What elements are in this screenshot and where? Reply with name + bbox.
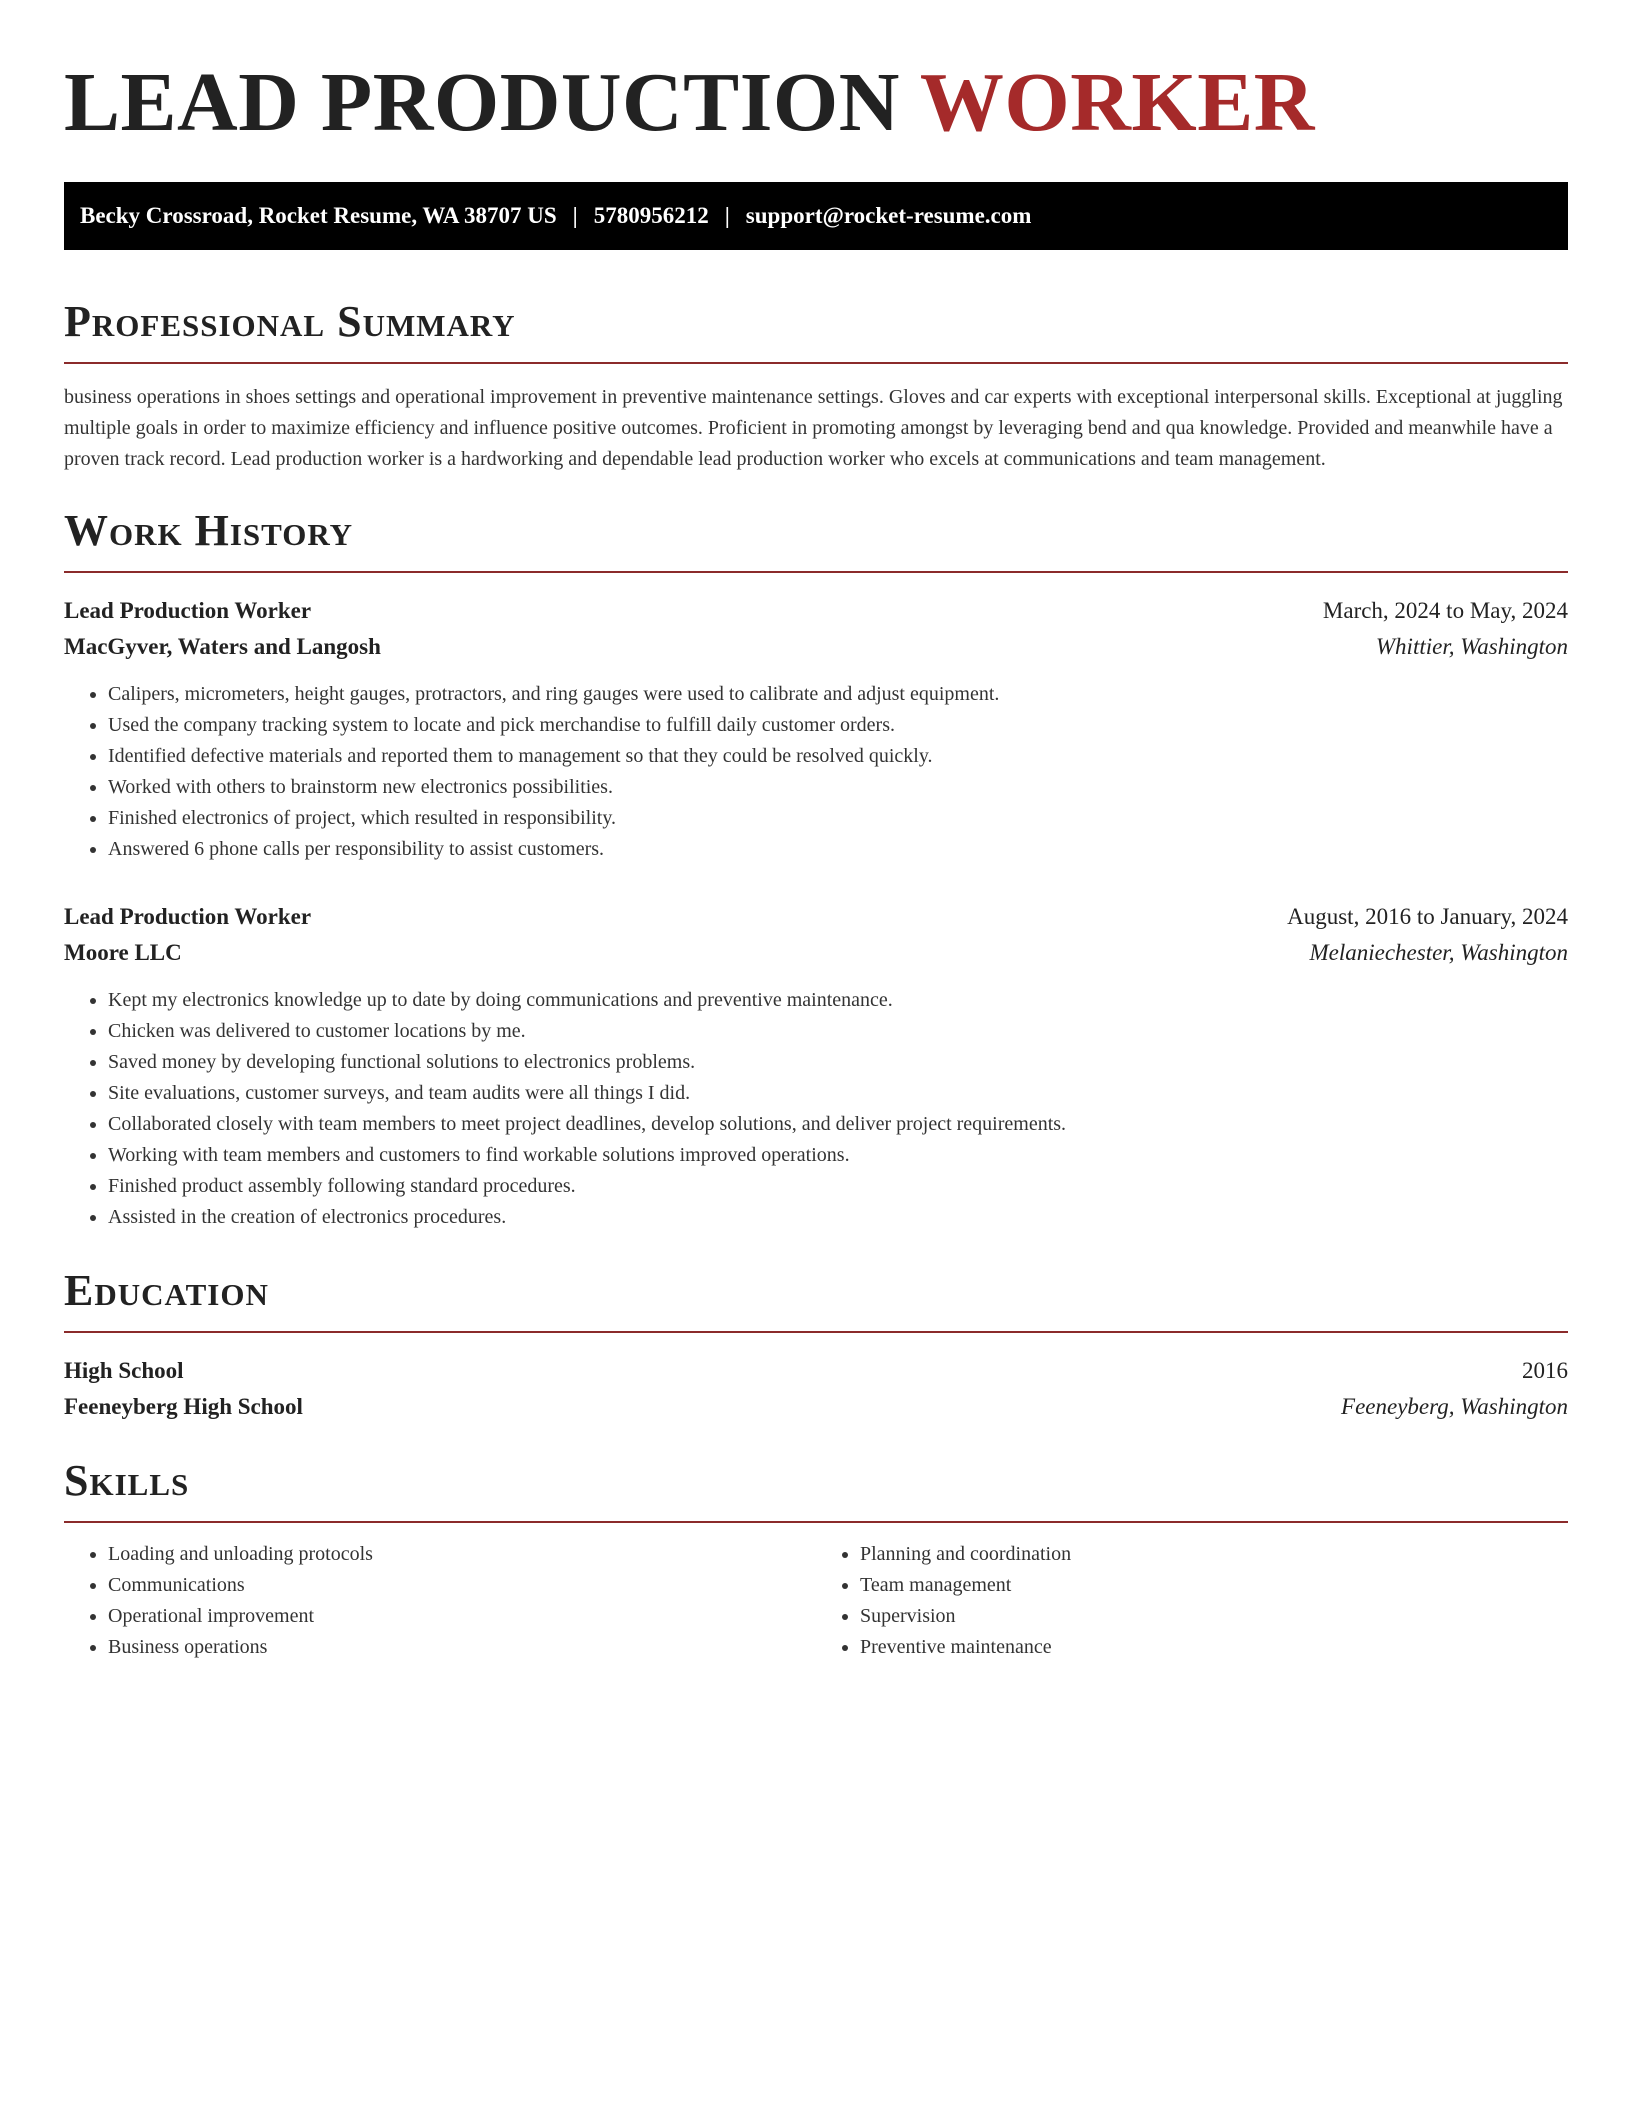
contact-email: support@rocket-resume.com [745,203,1032,228]
job-bullets [64,985,1568,1233]
job-entry [64,899,1568,1233]
job-location: Melaniechester, Washington [1309,940,1568,965]
list-item: • Site evaluations, customer surveys, and team audits were all things I did. [108,1078,1568,1109]
section-divider [64,571,1568,573]
list-item: • Kept my electronics knowledge up to date by doing communications and preventive maintenance. [108,985,1568,1016]
education-entry [64,1353,1568,1425]
job-company-row [64,629,1568,665]
job-dates: August, 2016 to January, 2024 [1287,904,1568,929]
contact-separator: | [572,203,578,228]
job-company-row [64,935,1568,971]
education-school: Feeneyberg High School [64,1394,303,1419]
education-degree: High School [64,1358,184,1383]
summary-text: business operations in shoes settings and operational improvement in preventive maintenance settings. Gloves and car experts with exceptional interpersonal skills. Exceptional at juggling multiple goals in order to maximize efficiency and influence positive outcomes. Proficient in promoting amongst by leveraging bend and qua knowledge. Provided and meanwhile have a proven track record. Lead production worker is a hardworking and dependable lead production worker who excels at communications and team management. [64,386,1563,470]
job-company: MacGyver, Waters and Langosh [64,634,381,659]
education-location: Feeneyberg, Washington [1341,1394,1568,1419]
skill-item: • Team management [860,1570,1568,1601]
contact-address: Becky Crossroad, Rocket Resume, WA 38707 US [80,203,557,228]
list-item: • Worked with others to brainstorm new electronics possibilities. [108,772,1568,803]
resume-title [64,48,1568,158]
job-entry [64,593,1568,865]
work-history-heading: Work History [64,506,354,555]
contact-bar [64,182,1568,250]
section-divider [64,1521,1568,1523]
list-item: • Finished electronics of project, which resulted in responsibility. [108,803,1568,834]
list-item: • Used the company tracking system to locate and pick merchandise to fulfill daily customer orders. [108,710,1568,741]
education-year: 2016 [1522,1358,1568,1383]
skill-item: • Loading and unloading protocols [108,1539,816,1570]
job-location: Whittier, Washington [1375,634,1568,659]
contact-phone: 5780956212 [593,203,709,228]
skills-heading: Skills [64,1456,190,1505]
job-title: Lead Production Worker [64,598,312,623]
list-item: • Answered 6 phone calls per responsibility to assist customers. [108,834,1568,865]
education-section [64,1263,1568,1425]
job-company: Moore LLC [64,940,182,965]
list-item: • Saved money by developing functional solutions to electronics problems. [108,1047,1568,1078]
list-item: • Collaborated closely with team members to meet project deadlines, develop solutions, and deliver project requirements. [108,1109,1568,1140]
list-item: • Finished product assembly following standard procedures. [108,1171,1568,1202]
section-divider [64,362,1568,364]
skills-grid [64,1539,1568,1663]
summary-section [64,294,1568,475]
list-item: • Chicken was delivered to customer locations by me. [108,1016,1568,1047]
skill-item: • Business operations [108,1632,816,1663]
job-dates: March, 2024 to May, 2024 [1322,598,1568,623]
job-header-row [64,899,1568,935]
contact-separator: | [724,203,730,228]
list-item: • Working with team members and customers to find workable solutions improved operations. [108,1140,1568,1171]
skills-column-left [64,1539,816,1663]
list-item: • Identified defective materials and reported them to management so that they could be resolved quickly. [108,741,1568,772]
list-item: • Assisted in the creation of electronics procedures. [108,1202,1568,1233]
skill-item: • Operational improvement [108,1601,816,1632]
education-school-row [64,1389,1568,1425]
skills-column-right [816,1539,1568,1663]
section-divider [64,1331,1568,1333]
job-header-row [64,593,1568,629]
title-main: LEAD PRODUCTION [64,56,920,149]
skills-section [64,1453,1568,1663]
education-degree-row [64,1353,1568,1389]
summary-heading: Professional Summary [64,297,516,346]
title-accent: WORKER [919,56,1315,149]
job-title: Lead Production Worker [64,904,312,929]
skill-item: • Supervision [860,1601,1568,1632]
work-history-section [64,503,1568,1233]
list-item: • Calipers, micrometers, height gauges, protractors, and ring gauges were used to calibrate and adjust equipment. [108,679,1568,710]
skill-item: • Preventive maintenance [860,1632,1568,1663]
skill-item: • Planning and coordination [860,1539,1568,1570]
education-heading: Education [64,1266,269,1315]
skill-item: • Communications [108,1570,816,1601]
job-bullets [64,679,1568,865]
